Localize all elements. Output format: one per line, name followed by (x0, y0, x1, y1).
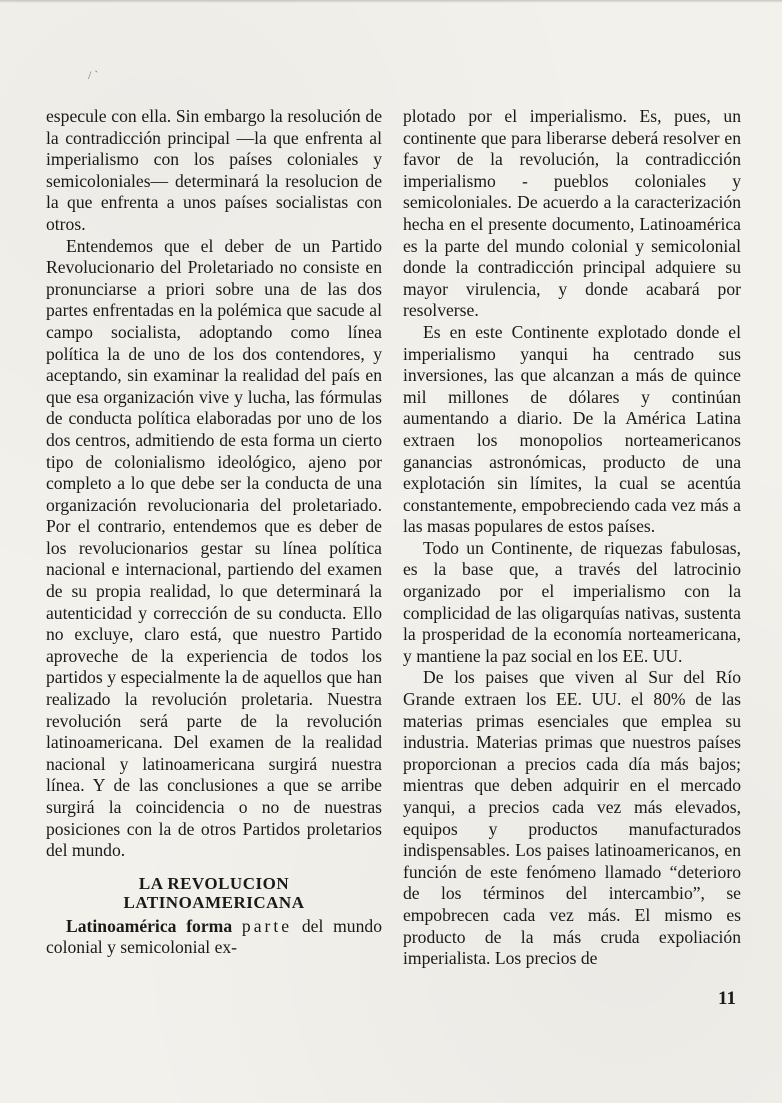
paragraph-tracked-word: parte (241, 915, 293, 936)
page-top-edge (0, 0, 782, 3)
stray-ink-mark: / ` (88, 68, 99, 82)
paragraph-lead: Latinoamérica forma (66, 915, 233, 936)
right-paragraph-2: Es en este Continente explotado donde el imperialismo yanqui ha centrado sus inversiones, las que alcanzan a más de quince mil millones de dólares y continúan aumentando a diario. De la América Latina extraen los monopolios norteamericanos ganancias astronómicas, producto de una explotación sin límites, la cual se acentúa constantemente, empobreciendo cada vez más a las masas populares de estos países. (403, 321, 741, 537)
left-column (46, 106, 382, 959)
left-paragraph-2: Entendemos que el deber de un Partido Revolucionario del Proletariado no consiste en pronunciarse a priori sobre una de las dos partes enfrentadas en la polémica que sacude al campo socialista, adoptando como línea política la de uno de los dos contendores, y aceptando, sin examinar la realidad del país en que esa organización vive y lucha, las fórmulas de conducta política elaboradas por uno de los dos centros, admitiendo de esta forma un cierto tipo de colonialismo ideológico, ajeno por completo a lo que debe ser la conducta de una organización revolucionaria del proletariado. Por el contrario, entendemos que es deber de los revolucionarios gestar su línea política nacional e internacional, partiendo del examen de su propia realidad, lo que determinará la autenticidad y corrección de su conducta. Ello no excluye, claro está, que nuestro Partido aproveche de la experiencia de todos los partidos y especialmente la de aquellos que han realizado la revolución proletaria. Nuestra revolución será parte de la revolución latinoamericana. Del examen de la realidad nacional y latinoamericana surgirá nuestra línea. Y de las conclusiones a que se arribe surgirá la coincidencia o no de nuestras posiciones con la de otros Partidos proletarios del mundo. (46, 235, 382, 861)
page-number: 11 (718, 988, 736, 1009)
right-column (403, 106, 741, 970)
left-paragraph-1: especule con ella. Sin embargo la resolución de la contradicción principal —la que enfrenta al imperialismo con los países coloniales y semicoloniales— determinará la resolucion de la que enfrenta a unos países socialistas con otros. (46, 106, 382, 234)
right-paragraph-1: plotado por el imperialismo. Es, pues, un continente que para liberarse deberá resolver en favor de la revolución, la contradicción imperialismo - pueblos coloniales y semicoloniales. De acuerdo a la caracterización hecha en el presente documento, Latinoamérica es la parte del mundo colonial y semicolonial donde la contradicción principal adquiere su mayor virulencia, y donde acabará por resolverse. (403, 106, 741, 321)
right-paragraph-4: De los paises que viven al Sur del Río Grande extraen los EE. UU. el 80% de las materias primas esenciales que emplea su industria. Materias primas que nuestros países proporcionan a precios cada día más bajos; mientras que deben adquirir en el mercado yanqui, a precios cada vez más elevados, equipos y productos manufacturados indispensables. Los paises latinoamericanos, en función de este fenómeno llamado “deterioro de los términos del intercambio”, se empobrecen cada vez más. El mismo es producto de la más cruda expoliación imperialista. Los precios de (403, 667, 741, 969)
paragraph-continuation: del mundo colonial y semicolonial ex- (46, 915, 382, 958)
section-heading-line-2: LATINOAMERICANA (123, 892, 305, 912)
section-heading-line-1: LA REVOLUCION (138, 873, 290, 893)
left-paragraph-3 (46, 916, 382, 959)
section-heading (46, 874, 382, 912)
right-paragraph-3: Todo un Continente, de riquezas fabulosas, es la base que, a través del latrocinio organizado por el imperialismo con la complicidad de las oligarquías nativas, sustenta la prosperidad de la economía norteamericana, y mantiene la paz social en los EE. UU. (403, 537, 741, 666)
